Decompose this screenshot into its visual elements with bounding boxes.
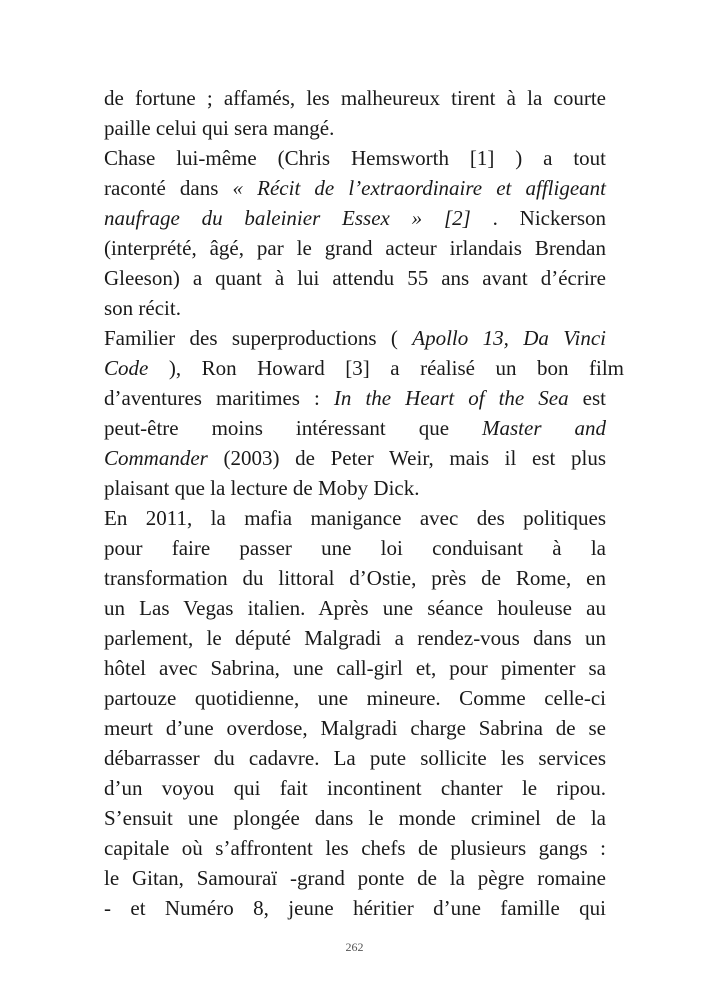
text-line: plaisant que la lecture de Moby Dick. [104,476,420,500]
text-line: raconté dans « Récit de l’extraordinaire et affligeant [104,176,606,200]
text-line: paille celui qui sera mangé. [104,116,335,140]
text-line: meurt d’une overdose, Malgradi charge Sabrina de se [104,716,606,740]
text-line: - et Numéro 8, jeune héritier d’une famille qui [104,896,606,920]
text-line: Commander (2003) de Peter Weir, mais il est plus [104,446,606,470]
text-line: pour faire passer une loi conduisant à la [104,536,606,560]
text-line: Chase lui-même (Chris Hemsworth [1] ) a tout [104,146,606,170]
text-line: S’ensuit une plongée dans le monde criminel de la [104,806,606,830]
text-line: le Gitan, Samouraï -grand ponte de la pègre romaine [104,866,606,890]
text-line: (interprété, âgé, par le grand acteur irlandais Brendan [104,236,606,260]
text-line: d’aventures maritimes : In the Heart of the Sea est [104,386,607,410]
text-line: capitale où s’affrontent les chefs de plusieurs gangs : [104,836,606,860]
text-line: son récit. [104,296,181,320]
text-line: Gleeson) a quant à lui attendu 55 ans avant d’écrire [104,266,606,290]
text-line: Code ), Ron Howard [3] a réalisé un bon film [104,356,624,380]
text-line: de fortune ; affamés, les malheureux tirent à la courte [104,86,606,110]
text-line: naufrage du baleinier Essex » [2] . Nickerson [104,206,606,230]
page-number: 262 [345,940,364,954]
text-line: hôtel avec Sabrina, une call-girl et, pour pimenter sa [104,656,606,680]
text-line: En 2011, la mafia manigance avec des politiques [104,506,606,530]
text-line: débarrasser du cadavre. La pute sollicite les services [104,746,606,770]
text-line: parlement, le député Malgradi a rendez-vous dans un [104,626,606,650]
text-line: partouze quotidienne, une mineure. Comme celle-ci [104,686,606,710]
text-line: Familier des superproductions ( Apollo 13, Da Vinci [104,326,607,350]
text-line: d’un voyou qui fait incontinent chanter le ripou. [104,776,606,800]
text-line: transformation du littoral d’Ostie, près de Rome, en [104,566,606,590]
text-line: un Las Vegas italien. Après une séance houleuse au [104,596,606,620]
text-line: peut-être moins intéressant que Master and [104,416,606,440]
